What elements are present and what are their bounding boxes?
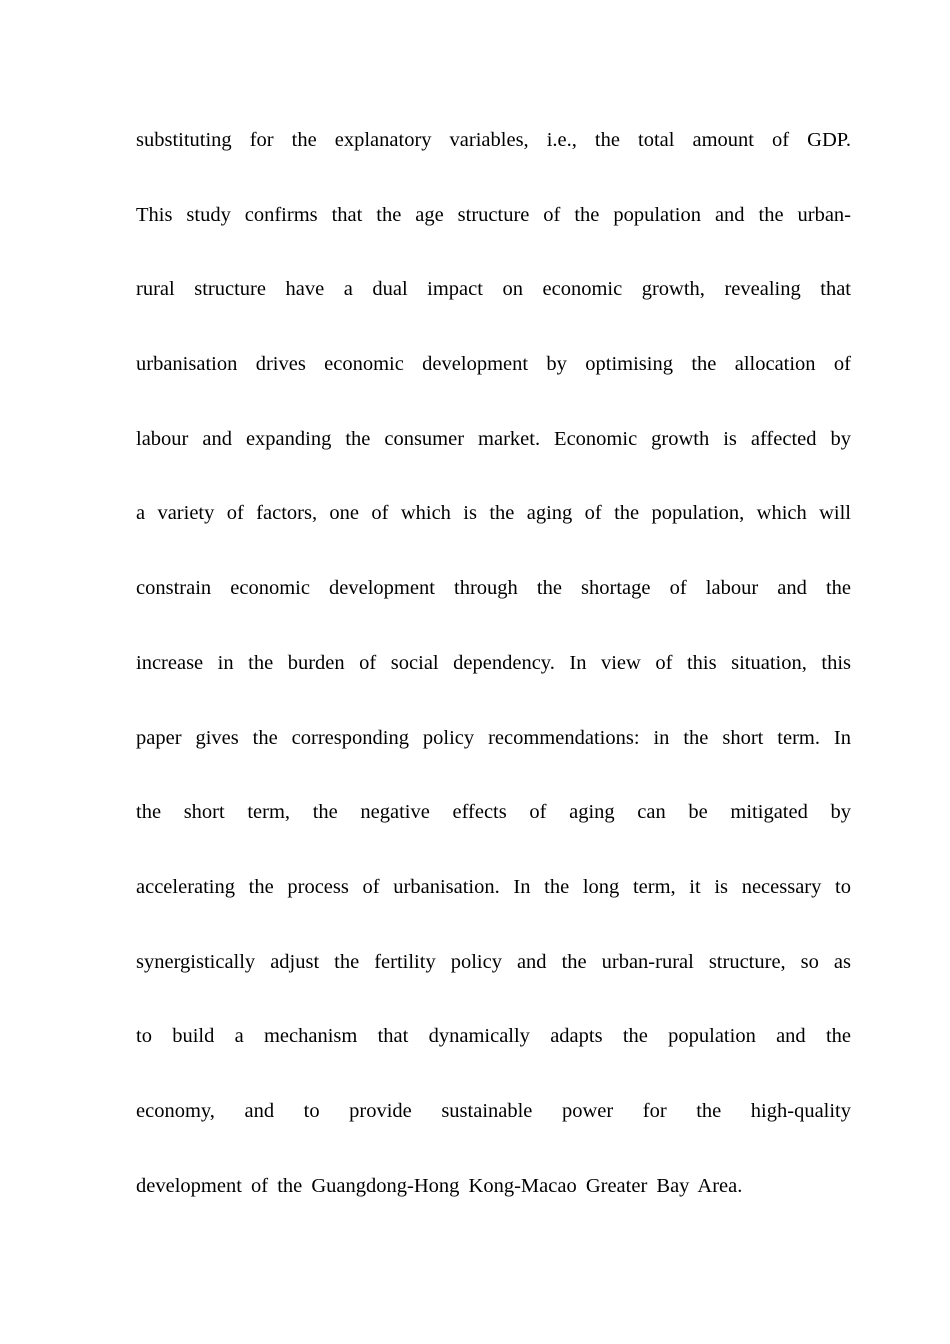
text-line: labour and expanding the consumer market. Economic growth is affected by xyxy=(136,427,851,450)
text-line: synergistically adjust the fertility policy and the urban-rural structure, so as xyxy=(136,950,851,973)
text-line: urbanisation drives economic development by optimising the allocation of xyxy=(136,353,851,376)
text-line: paper gives the corresponding policy recommendations: in the short term. In xyxy=(136,726,851,749)
text-line: accelerating the process of urbanisation. In the long term, it is necessary to xyxy=(136,875,851,898)
text-line: economy, and to provide sustainable power for the high-quality xyxy=(136,1099,851,1122)
text-line: substituting for the explanatory variables, i.e., the total amount of GDP. xyxy=(136,129,851,151)
text-line: the short term, the negative effects of aging can be mitigated by xyxy=(136,801,851,824)
text-line: constrain economic development through the shortage of labour and the xyxy=(136,577,851,600)
text-line: increase in the burden of social dependency. In view of this situation, this xyxy=(136,651,851,674)
text-line: development of the Guangdong-Hong Kong-Macao Greater Bay Area. xyxy=(136,1174,743,1197)
body-paragraph xyxy=(136,122,851,1242)
text-line: to build a mechanism that dynamically adapts the population and the xyxy=(136,1025,851,1048)
text-line: a variety of factors, one of which is the aging of the population, which will xyxy=(136,502,851,525)
text-line: This study confirms that the age structure of the population and the urban- xyxy=(136,203,851,226)
text-line: rural structure have a dual impact on economic growth, revealing that xyxy=(136,278,851,301)
